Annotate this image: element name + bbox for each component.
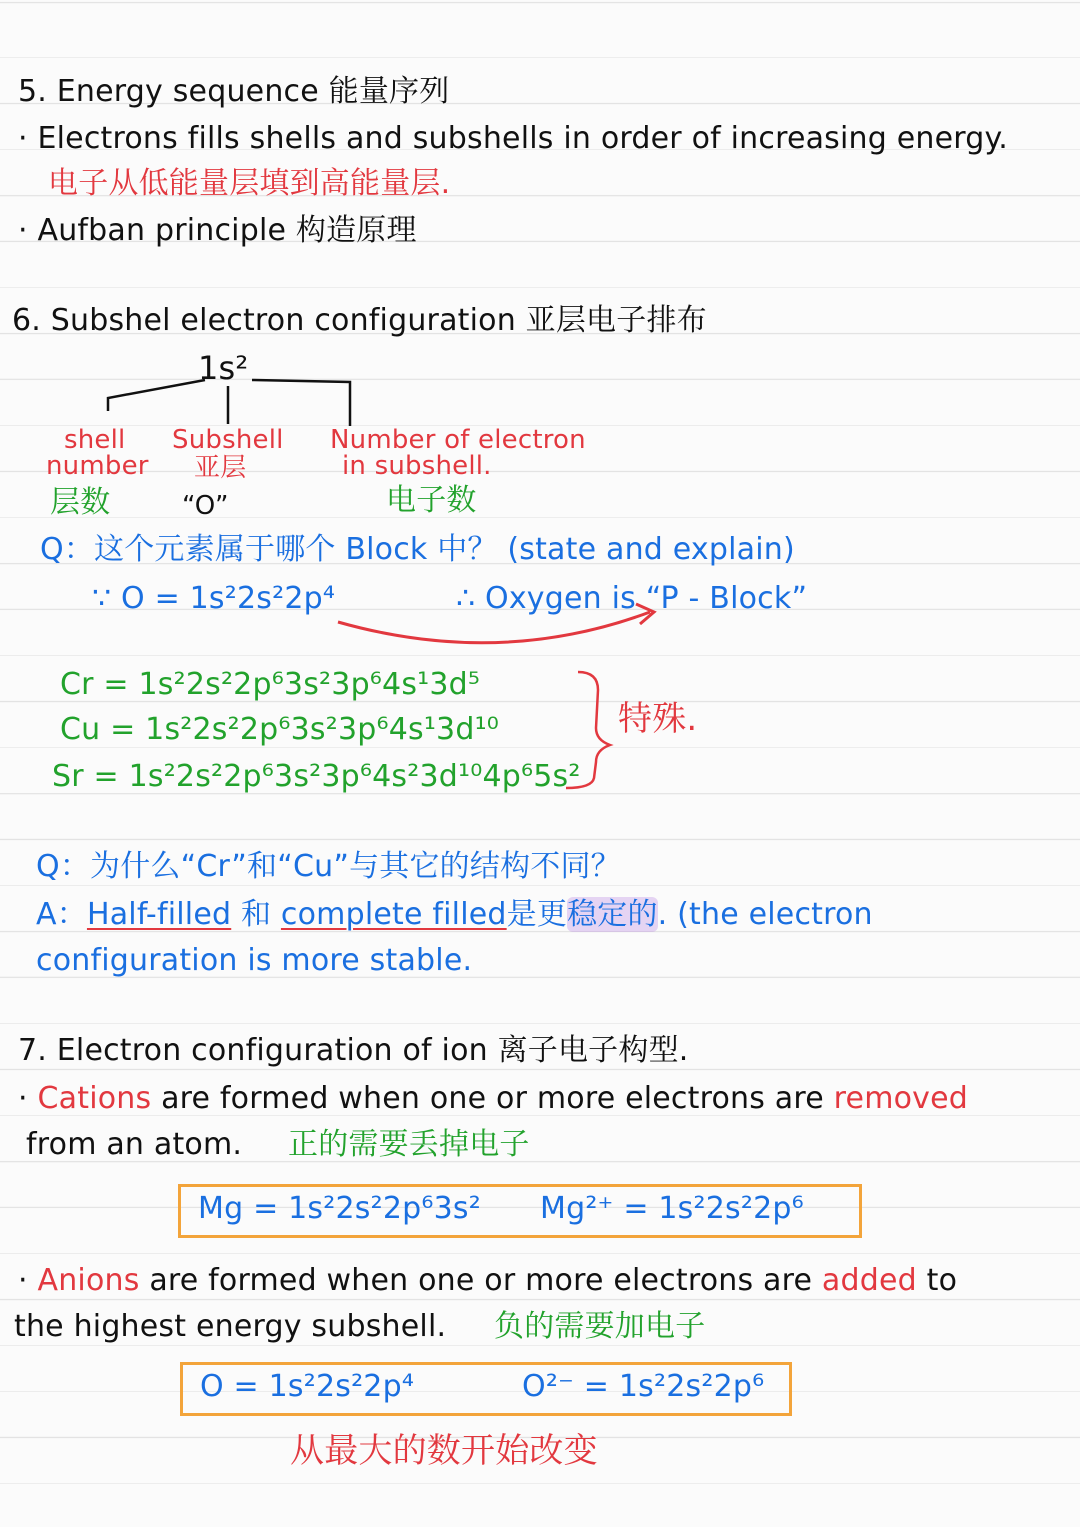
answer-2-tail: . (the electron [657, 897, 873, 932]
anion-to: to [916, 1263, 958, 1298]
shell-label-en2: number [46, 451, 149, 481]
cation-dot: · [18, 1081, 28, 1116]
answer-2-half-filled: Half-filled [86, 897, 232, 932]
anion-word: Anions [37, 1263, 140, 1298]
sr-config: Sr = 1s²2s²2p⁶3s²3p⁶4s²3d¹⁰4p⁶5s² [52, 759, 581, 794]
section-5-bullet-1: · Electrons fills shells and subshells in order of increasing energy. [18, 121, 1008, 156]
cation-word: Cations [37, 1081, 152, 1116]
cr-config: Cr = 1s²2s²2p⁶3s²3p⁶4s¹3d⁵ [60, 667, 481, 702]
cation-mid: are formed when one or more electrons are [151, 1081, 834, 1116]
o-config: O = 1s²2s²2p⁴ [200, 1369, 415, 1404]
cation-removed: removed [833, 1081, 969, 1116]
p-block-arrow [338, 612, 650, 643]
section-5-heading: 5. Energy sequence 能量序列 [18, 74, 450, 109]
answer-2-complete-filled: complete filled [280, 897, 507, 932]
shell-label-en: shell [64, 425, 126, 455]
question-1-config: ∵ O = 1s²2s²2p⁴ [92, 581, 336, 616]
mg-ion-config: Mg²⁺ = 1s²2s²2p⁶ [540, 1191, 804, 1226]
anion-mid: are formed when one or more electrons are [139, 1263, 822, 1298]
answer-2-cn-1: 是更 [506, 897, 568, 932]
anion-dot: · [18, 1263, 28, 1298]
anion-added: added [821, 1263, 917, 1298]
question-2: Q：为什么“Cr”和“Cu”与其它的结构不同？ [36, 849, 621, 884]
cation-cn: 正的需要丢掉电子 [288, 1127, 530, 1162]
cation-line-1 [18, 1082, 968, 1117]
answer-2-and: 和 [231, 897, 281, 932]
example-config: 1s² [198, 349, 249, 387]
section-5-bullet-1-cn: 电子从低能量层填到高能量层. [48, 166, 451, 201]
final-note: 从最大的数开始改变 [290, 1431, 598, 1471]
o-ion-config: O²⁻ = 1s²2s²2p⁶ [522, 1369, 765, 1404]
subshell-label-o: “O” [182, 491, 229, 521]
shell-label-cn: 层数 [50, 485, 111, 520]
subshell-label-en: Subshell [172, 425, 284, 455]
section-6-heading: 6. Subshel electron configuration 亚层电子排布 [12, 303, 707, 338]
anion-line-2: the highest energy subshell. [14, 1309, 447, 1344]
anion-line-1 [18, 1264, 957, 1299]
number-label-cn: 电子数 [386, 483, 477, 518]
subshell-label-cn: 亚层 [194, 453, 247, 483]
mg-config: Mg = 1s²2s²2p⁶3s² [198, 1191, 481, 1226]
answer-2-cn-2: 稳定的 [567, 897, 658, 932]
cu-config: Cu = 1s²2s²2p⁶3s²3p⁶4s¹3d¹⁰ [60, 712, 500, 747]
answer-2-line-2: configuration is more stable. [36, 943, 473, 978]
number-label-en2: in subshell. [342, 451, 492, 481]
section-7-heading: 7. Electron configuration of ion 离子电子构型. [18, 1033, 689, 1068]
anion-cn: 负的需要加电子 [494, 1309, 706, 1344]
answer-2-prefix: A： [36, 897, 87, 932]
special-note: 特殊. [618, 699, 698, 739]
answer-2-line-1 [36, 898, 873, 933]
tree-lines [108, 380, 350, 426]
number-label-en: Number of electron [330, 425, 586, 455]
question-1: Q：这个元素属于哪个 Block 中？ (state and explain) [40, 532, 795, 567]
cation-line-2: from an atom. [26, 1127, 243, 1162]
section-5-bullet-2: · Aufban principle 构造原理 [18, 213, 417, 248]
question-1-answer: ∴ Oxygen is “P - Block” [456, 581, 808, 616]
